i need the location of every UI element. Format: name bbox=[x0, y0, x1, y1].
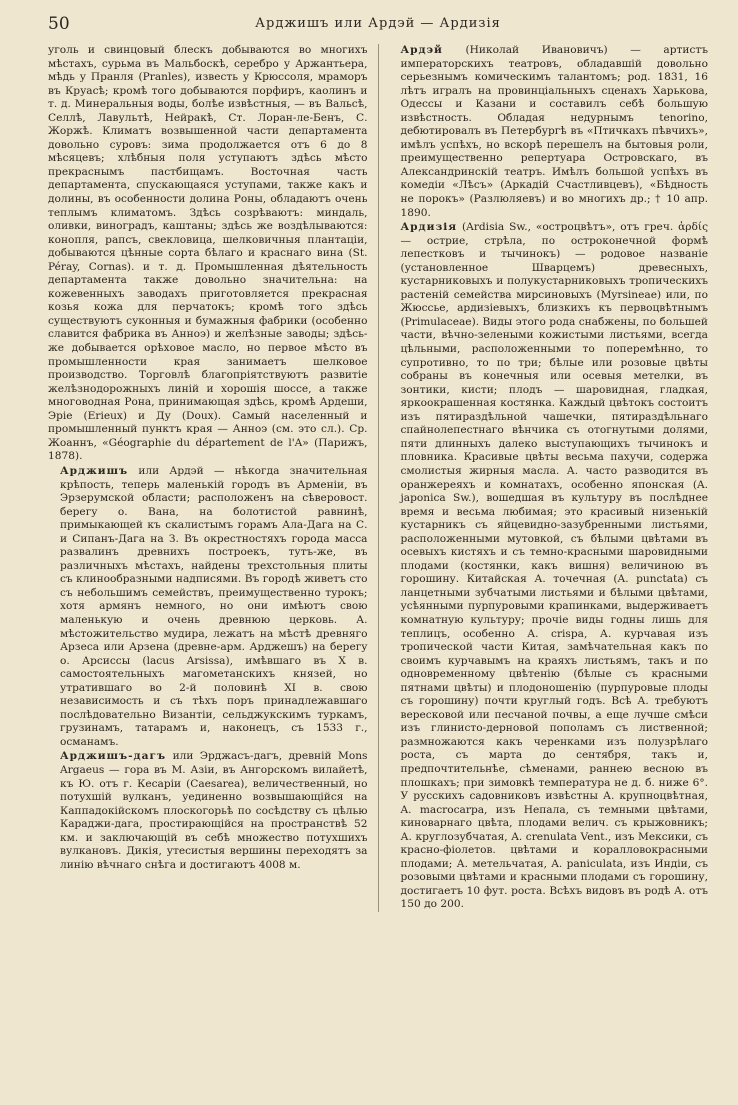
headword: Арджишъ-дагъ bbox=[60, 750, 167, 763]
columns bbox=[48, 44, 708, 912]
article-text: (Ardisia Sw., «остроцвѣтъ», отъ греч. ἀρδίς — острие, стрѣла, по остроконечной формѣ лепестковъ и тычинокъ) — родовое названіе (установленное Шварцемъ) древесныхъ, кустарниковыхъ и полукустарниковыхъ тропическихъ растеній семейства мирсиновыхъ (Myrsineae) или, по Жюссье, ардизіевыхъ, близкихъ къ первоцвѣтнымъ (Primulaceae). Виды этого рода снабжены, по большей части, вѣчно-зелеными кожистыми листьями, всегда цѣльными, расположенными то поперемѣнно, то супротивно, то по три; бѣлые или розовые цвѣты собраны въ конечныя или осевыя метелки, въ зонтики, кисти; плодъ — шаровидная, гладкая, яркоокрашенная костянка. Каждый цвѣтокъ состоитъ изъ пятираздѣльной чашечки, пятираздѣльнаго спайнолепестнаго вѣнчика съ отогнутыми долями, пяти длинныхъ далеко выступающихъ тычинокъ и пловника. Красивые цвѣты весьма пахучи, содержа смолистыя жирныя масла. А. часто разводится въ оранжереяхъ и комнатахъ, особенно японская (A. japonica Sw.), вошедшая въ культуру въ послѣднее время и весьма любимая; это красивый низенькій кустарникъ съ яйцевидно-зазубренными листьями, расположенными мутовкой, съ бѣлыми цвѣтами въ осевыхъ кистяхъ и съ темно-красными шаровидными плодами (костянки, какъ вишня) величиною въ горошину. Китайская А. точечная (A. punctata) съ ланцетными зубчатыми листьями и бѣлыми цвѣтами, усѣянными пурпуровыми крапинками, выдерживаетъ комнатную культуру; прочіе виды годны лишь для теплицъ, особенно A. crispa, А. курчавая изъ тропической части Китая, замѣчательная какъ по своимъ курчавымъ на краяхъ листьямъ, такъ и по одновременному цвѣтенію (бѣлые съ красными пятнами цвѣты) и плодоношенію (пурпуровые плоды съ горошину) почти круглый годъ. Всѣ А. требуютъ вересковой или песчаной почвы, а еще лучше смѣси изъ глинисто-дерновой пополамъ съ лиственной; размножаются какъ черенками изъ полузрѣлаго роста, съ марта до сентября, такъ и, предпочтительнѣе, сѣменами, раннею весною въ плошкахъ; при зимовкѣ температура не д. б. ниже 6°. У русскихъ садовниковъ извѣстны А. крупноцвѣтная, A. macrocarpa, изъ Непала, съ темными цвѣтами, киноварнаго цвѣта, плодами велич. съ крыжовникъ; А. круглозубчатая, A. crenulata Vent., изъ Мексики, съ красно-фіолетов. цвѣтами и коралловокрасными плодами; А. метельчатая, A. paniculata, изъ Индіи, съ розовыми цвѣтами и красными плодами съ горошину, достигаетъ 10 фут. роста. Всѣхъ видовъ въ родѣ А. отъ 150 до 200. bbox=[400, 221, 708, 911]
headword: Ардэй bbox=[400, 44, 443, 56]
headword: Ардизія bbox=[400, 221, 458, 234]
article-continuation bbox=[48, 44, 368, 464]
article-arday bbox=[389, 44, 709, 220]
headword: Арджишъ bbox=[60, 464, 129, 477]
article-ardzhish bbox=[48, 465, 368, 749]
article-text: уголь и свинцовый блескъ добываются во многихъ мѣстахъ, сурьма въ Мальбоскѣ, серебро у Аржантьера, мѣдь у Пранля (Pranles), известь у Крюссоля, мраморъ въ Круасѣ; кромѣ того добываются порфиръ, каолинъ и т. д. Минеральныя воды, болѣе извѣстныя, — въ Вальсѣ, Селлѣ, Лавультѣ, Нейракѣ, Ст. Лоран-ле-Бенъ, С. Жоржѣ. Климатъ возвышенной части департамента довольно суровъ: зима продолжается отъ 6 до 8 мѣсяцевъ; хлѣбныя поля уступаютъ здѣсь мѣсто прекраснымъ пастбищамъ. Восточная часть департамента, спускающаяся уступами, также какъ и долины, въ особенности долина Роны, обладаютъ очень теплымъ климатомъ. Здѣсь созрѣваютъ: миндаль, оливки, виноградъ, каштаны; здѣсь же воздѣлываются: конопля, рапсъ, свекловица, шелковичныя плантаціи, добываются цѣнные сорта бѣлаго и краснаго вина (St. Péray, Cornas). и т. д. Промышленная дѣятельность департамента также довольно значительна: на кожевенныхъ заводахъ приготовляется прекрасная козья кожа для перчатокъ; кромѣ того здѣсь существуютъ суконныя и бумажныя фабрики (особенно славится фабрика въ Анноэ) и желѣзные заводы; здѣсь-же добывается орѣховое масло, но первое мѣсто въ промышленности края занимаетъ шелковое производство. Торговлѣ благопріятствуютъ развитіе желѣзнодорожныхъ линій и хорошія шоссе, а также многоводная Рона, принимающая здѣсь, кромѣ Ардеши, Эріе (Erieux) и Ду (Doux). Самый населенный и промышленный пунктъ края — Анноэ (см. это сл.). Ср. Жоаннъ, «Géographie du département de l'A» (Парижъ, 1878). bbox=[48, 44, 368, 463]
page-number: 50 bbox=[48, 14, 70, 34]
article-text: (Николай Ивановичъ) — артистъ императорскихъ театровъ, обладавшій довольно серьезнымъ комическимъ талантомъ; род. 1831, 16 лѣтъ игралъ на провинціальныхъ сценахъ Харькова, Одессы и Казани и составилъ себѣ большую извѣстность. Обладая недурнымъ tenorino, дебютировалъ въ Петербургѣ въ «Птичкахъ пѣвчихъ», имѣлъ успѣхъ, но вскорѣ перешелъ на бытовыя роли, преимущественно репертуара Островскаго, въ Александринскій театръ. Имѣлъ большой успѣхъ въ комедіи «Лѣсъ» (Аркадій Счастливцевъ), «Бѣдность не порокъ» (Разлюляевъ) и во многихъ др.; † 10 апр. 1890. bbox=[400, 44, 708, 219]
running-head: Арджишъ или Ардэй — Ардизія bbox=[255, 16, 501, 31]
article-ardzhish-dag bbox=[48, 750, 368, 872]
article-ardisia bbox=[389, 221, 709, 912]
article-text: или Ардэй — нѣкогда значительная крѣпость, теперь маленькій городъ въ Арменіи, въ Эрзерумской области; расположенъ на сѣверовост. берегу о. Вана, на болотистой равнинѣ, примыкающей къ скалистымъ горамъ Ала-Дага на С. и Сипанъ-Дага на З. Въ окрестностяхъ города масса развалинъ древнихъ построекъ, тутъ-же, въ различныхъ мѣстахъ, найдены трехстольныя плиты съ клинообразными надписями. Въ городѣ живетъ сто съ небольшимъ семействъ, преимущественно турокъ; хотя армянъ немного, но они имѣютъ свою маленькую и очень древнюю церковь. А. мѣстожительство мудира, лежатъ на мѣстѣ древняго Арзеса или Арзена (древне-арм. Арджешъ) на берегу о. Арсиссы (lacus Arsissa), имѣвшаго въ X в. самостоятельныхъ магометанскихъ князей, но утратившаго во 2-й половинѣ XI в. свою независимость и съ тѣхъ поръ принадлежавшаго послѣдовательно Византіи, сельджукскимъ туркамъ, грузинамъ, татарамъ и, наконецъ, съ 1533 г., османамъ. bbox=[60, 464, 368, 748]
left-column bbox=[48, 44, 378, 912]
article-text: или Эрджасъ-дагъ, древній Mons Argaeus — гора въ М. Азіи, въ Ангорскомъ вилайетѣ, къ Ю. отъ г. Кесаріи (Caesarea), величественный, но потухшій вулканъ, уединенно возвышающійся на Каппадокійскомъ плоскогорьѣ по сосѣдству съ цѣлью Караджи-дага, простирающійся на пространствѣ 52 км. и заключающій въ себѣ множество потухшихъ вулкановъ. Дикія, утесистыя вершины переходятъ за линію вѣчнаго снѣга и достигаютъ 4008 м. bbox=[60, 750, 368, 871]
right-column bbox=[378, 44, 709, 912]
page-header bbox=[48, 12, 708, 44]
